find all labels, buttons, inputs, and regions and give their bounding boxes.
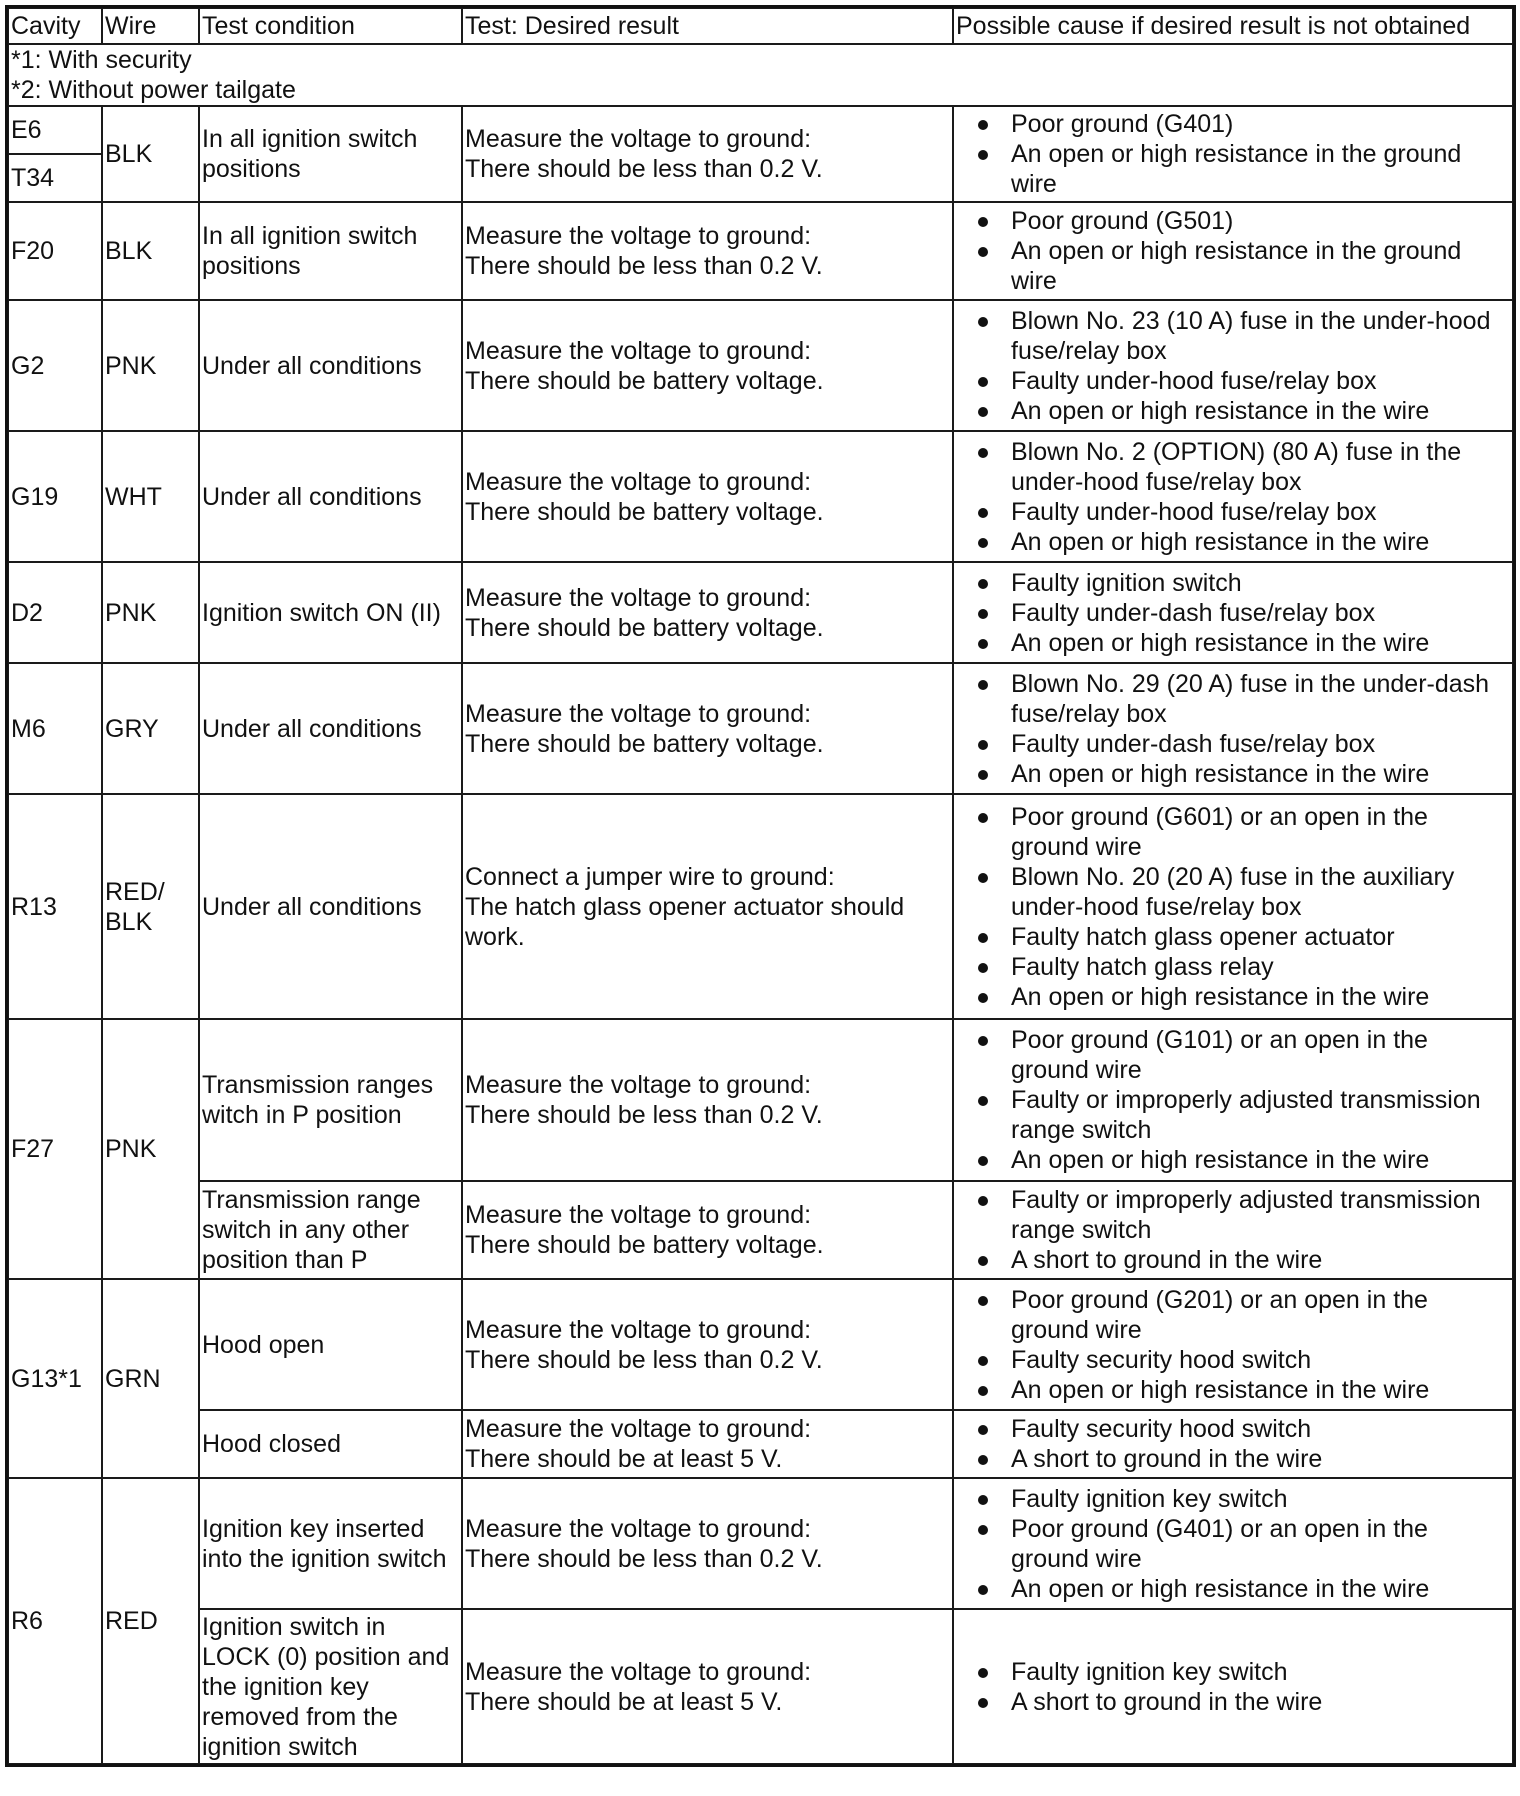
test-condition-cell: Hood open (199, 1279, 462, 1410)
cause-item: Faulty under-hood fuse/relay box (956, 497, 1510, 527)
possible-cause-cell (953, 1609, 1513, 1764)
wire-cell: BLK (102, 106, 199, 202)
cause-list (956, 1414, 1510, 1474)
cause-list (956, 306, 1510, 426)
table-row (8, 431, 1513, 562)
table-row (8, 794, 1513, 1019)
cause-item: Faulty ignition key switch (956, 1484, 1510, 1514)
footnotes-row (8, 44, 1513, 106)
cavity-cell: G13*1 (8, 1279, 102, 1478)
cause-item: Poor ground (G401) or an open in the ground wire (956, 1514, 1510, 1574)
cause-item: Faulty under-hood fuse/relay box (956, 366, 1510, 396)
test-condition-cell: Under all conditions (199, 663, 462, 794)
cavity-cell: E6 (8, 106, 102, 154)
wire-cell: BLK (102, 202, 199, 300)
desired-result-cell (462, 1609, 953, 1764)
desired-result-cell (462, 202, 953, 300)
cause-item: Blown No. 20 (20 A) fuse in the auxiliary under-hood fuse/relay box (956, 862, 1510, 922)
possible-cause-cell (953, 1181, 1513, 1279)
result-line: There should be at least 5 V. (465, 1445, 783, 1473)
wire-cell: GRN (102, 1279, 199, 1478)
cause-item: An open or high resistance in the wire (956, 1574, 1510, 1604)
possible-cause-cell (953, 202, 1513, 300)
result-line: Connect a jumper wire to ground: (465, 862, 835, 891)
header-possible-cause: Possible cause if desired result is not obtained (953, 8, 1513, 44)
wire-cell: PNK (102, 1019, 199, 1279)
header-test-condition: Test condition (199, 8, 462, 44)
cause-item: Blown No. 2 (OPTION) (80 A) fuse in the under-hood fuse/relay box (956, 437, 1510, 497)
desired-result-cell (462, 1019, 953, 1181)
desired-result-cell (462, 431, 953, 562)
cavity-cell: R13 (8, 794, 102, 1019)
result-line: Measure the voltage to ground: (465, 1415, 812, 1443)
table-row (8, 1609, 1513, 1764)
wire-cell: RED (102, 1478, 199, 1764)
cause-list (956, 206, 1510, 296)
cause-item: An open or high resistance in the wire (956, 1375, 1510, 1405)
test-condition-cell: Ignition switch in LOCK (0) position and the ignition key removed from the ignition switch (199, 1609, 462, 1764)
cause-item: Poor ground (G401) (956, 109, 1510, 139)
result-line: There should be less than 0.2 V. (465, 155, 823, 183)
cause-item: An open or high resistance in the wire (956, 527, 1510, 557)
wire-cell: GRY (102, 663, 199, 794)
cause-list (956, 802, 1510, 1012)
table-row (8, 202, 1513, 300)
cause-item: An open or high resistance in the wire (956, 982, 1510, 1012)
header-desired-result: Test: Desired result (462, 8, 953, 44)
possible-cause-cell (953, 300, 1513, 431)
test-condition-cell: Ignition key inserted into the ignition switch (199, 1478, 462, 1609)
footnote: *1: With security (11, 46, 192, 74)
footnotes-cell (8, 44, 1513, 106)
test-condition-cell: Under all conditions (199, 794, 462, 1019)
desired-result-cell (462, 562, 953, 663)
cause-list (956, 1025, 1510, 1175)
result-line: There should be battery voltage. (465, 366, 824, 395)
result-line: There should be less than 0.2 V. (465, 252, 823, 280)
cavity-cell: G2 (8, 300, 102, 431)
cause-list (956, 109, 1510, 199)
desired-result-cell (462, 106, 953, 202)
cause-item: An open or high resistance in the ground wire (956, 139, 1510, 199)
table-row (8, 562, 1513, 663)
possible-cause-cell (953, 431, 1513, 562)
cause-item: Faulty ignition key switch (956, 1657, 1510, 1687)
table-row (8, 1410, 1513, 1478)
table-row (8, 1478, 1513, 1609)
cause-item: Poor ground (G601) or an open in the ground wire (956, 802, 1510, 862)
result-line: Measure the voltage to ground: (465, 1514, 812, 1543)
result-line: There should be battery voltage. (465, 497, 824, 526)
result-line: Measure the voltage to ground: (465, 1201, 812, 1229)
table-body (8, 44, 1513, 1764)
test-condition-cell: In all ignition switch positions (199, 202, 462, 300)
cause-item: A short to ground in the wire (956, 1444, 1510, 1474)
cause-item: Faulty or improperly adjusted transmission range switch (956, 1185, 1510, 1245)
table-row (8, 300, 1513, 431)
possible-cause-cell (953, 562, 1513, 663)
cause-item: A short to ground in the wire (956, 1687, 1510, 1717)
cause-item: An open or high resistance in the ground wire (956, 236, 1510, 296)
cause-list (956, 1484, 1510, 1604)
header-cavity: Cavity (8, 8, 102, 44)
table-row (8, 106, 1513, 154)
possible-cause-cell (953, 1410, 1513, 1478)
desired-result-cell (462, 663, 953, 794)
terminal-test-table (7, 7, 1514, 1765)
cause-item: An open or high resistance in the wire (956, 628, 1510, 658)
result-line: Measure the voltage to ground: (465, 699, 812, 728)
test-condition-cell: Transmission range switch in any other position than P (199, 1181, 462, 1279)
cause-item: Poor ground (G101) or an open in the ground wire (956, 1025, 1510, 1085)
result-line: Measure the voltage to ground: (465, 583, 812, 612)
wire-cell: PNK (102, 300, 199, 431)
desired-result-cell (462, 1410, 953, 1478)
cause-item: An open or high resistance in the wire (956, 396, 1510, 426)
desired-result-cell (462, 794, 953, 1019)
cause-item: Faulty or improperly adjusted transmission range switch (956, 1085, 1510, 1145)
cause-item: Faulty security hood switch (956, 1345, 1510, 1375)
cause-item: An open or high resistance in the wire (956, 759, 1510, 789)
cavity-cell: D2 (8, 562, 102, 663)
test-condition-cell: Transmission ranges witch in P position (199, 1019, 462, 1181)
cause-item: Faulty under-dash fuse/relay box (956, 598, 1510, 628)
test-condition-cell: Ignition switch ON (II) (199, 562, 462, 663)
result-line: There should be battery voltage. (465, 729, 824, 758)
header-wire: Wire (102, 8, 199, 44)
desired-result-cell (462, 1279, 953, 1410)
possible-cause-cell (953, 1478, 1513, 1609)
cavity-cell: T34 (8, 154, 102, 202)
cause-list (956, 669, 1510, 789)
cause-item: Blown No. 23 (10 A) fuse in the under-hood fuse/relay box (956, 306, 1510, 366)
result-line: There should be less than 0.2 V. (465, 1101, 823, 1129)
cause-list (956, 1657, 1510, 1717)
table-row (8, 1181, 1513, 1279)
cause-item: Blown No. 29 (20 A) fuse in the under-dash fuse/relay box (956, 669, 1510, 729)
result-line: Measure the voltage to ground: (465, 222, 812, 250)
cavity-cell: R6 (8, 1478, 102, 1764)
cause-item: Faulty security hood switch (956, 1414, 1510, 1444)
result-line: Measure the voltage to ground: (465, 1657, 812, 1686)
cause-item: Faulty hatch glass relay (956, 952, 1510, 982)
cause-item: A short to ground in the wire (956, 1245, 1510, 1275)
cavity-cell: F20 (8, 202, 102, 300)
test-condition-cell: Under all conditions (199, 300, 462, 431)
wire-cell: RED/ BLK (102, 794, 199, 1019)
result-line: There should be battery voltage. (465, 1231, 824, 1259)
cause-item: Faulty under-dash fuse/relay box (956, 729, 1510, 759)
possible-cause-cell (953, 1019, 1513, 1181)
cavity-cell: G19 (8, 431, 102, 562)
desired-result-cell (462, 1181, 953, 1279)
result-line: There should be less than 0.2 V. (465, 1345, 823, 1374)
possible-cause-cell (953, 794, 1513, 1019)
result-line: Measure the voltage to ground: (465, 336, 812, 365)
result-line: There should be at least 5 V. (465, 1687, 783, 1716)
possible-cause-cell (953, 1279, 1513, 1410)
result-line: Measure the voltage to ground: (465, 125, 812, 153)
cause-list (956, 1285, 1510, 1405)
cause-item: Faulty ignition switch (956, 568, 1510, 598)
result-line: The hatch glass opener actuator should work. (465, 892, 905, 951)
table-row (8, 1279, 1513, 1410)
cause-item: An open or high resistance in the wire (956, 1145, 1510, 1175)
cavity-cell: M6 (8, 663, 102, 794)
footnote: *2: Without power tailgate (11, 76, 296, 104)
result-line: Measure the voltage to ground: (465, 1315, 812, 1344)
test-condition-cell: In all ignition switch positions (199, 106, 462, 202)
result-line: There should be less than 0.2 V. (465, 1544, 823, 1573)
cause-item: Poor ground (G201) or an open in the ground wire (956, 1285, 1510, 1345)
possible-cause-cell (953, 663, 1513, 794)
possible-cause-cell (953, 106, 1513, 202)
cause-list (956, 437, 1510, 557)
test-condition-cell: Hood closed (199, 1410, 462, 1478)
cause-item: Faulty hatch glass opener actuator (956, 922, 1510, 952)
result-line: Measure the voltage to ground: (465, 467, 812, 496)
result-line: Measure the voltage to ground: (465, 1071, 812, 1099)
wire-cell: PNK (102, 562, 199, 663)
desired-result-cell (462, 300, 953, 431)
result-line: There should be battery voltage. (465, 613, 824, 642)
table-row (8, 1019, 1513, 1181)
wire-cell: WHT (102, 431, 199, 562)
table-row (8, 663, 1513, 794)
cause-list (956, 1185, 1510, 1275)
cause-list (956, 568, 1510, 658)
cavity-cell: F27 (8, 1019, 102, 1279)
test-condition-cell: Under all conditions (199, 431, 462, 562)
header-row (8, 8, 1513, 44)
desired-result-cell (462, 1478, 953, 1609)
cause-item: Poor ground (G501) (956, 206, 1510, 236)
